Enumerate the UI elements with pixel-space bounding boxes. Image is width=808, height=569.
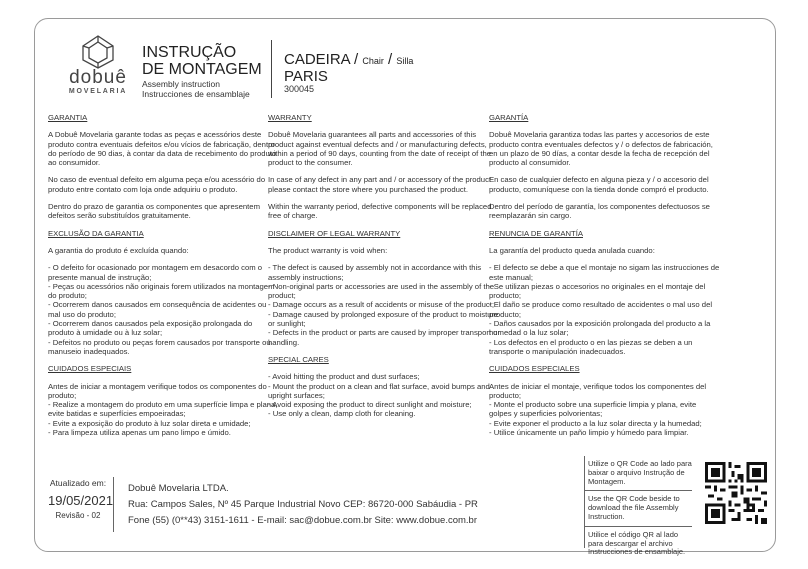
list-item: - O defeito for ocasionado por montagem em desacordo com o presente manual de instrução; [48, 263, 263, 282]
document-title: INSTRUÇÃO DE MONTAGEM [142, 44, 262, 78]
section-heading: CUIDADOS ESPECIAIS [48, 364, 132, 374]
updated-label: Atualizado em: [49, 478, 107, 488]
brand-subtitle: MOVELARIA [68, 88, 128, 95]
list-item: - Avoid exposing the product to direct sunlight and moisture; [268, 400, 472, 410]
product-code: 300045 [284, 84, 315, 94]
qr-code-icon[interactable] [705, 462, 767, 524]
list-item: - Use only a clean, damp cloth for cleaning. [268, 409, 416, 419]
list-item: - Non-original parts or accessories are used in the assembly of the product; [268, 281, 495, 301]
paragraph: La garantía del producto queda anulada cuando: [489, 245, 655, 255]
list-item: - Avoid hitting the product and dust surfaces; [268, 372, 420, 382]
section-heading: EXCLUSÃO DA GARANTIA [48, 228, 144, 238]
section-heading: GARANTIA [48, 113, 88, 122]
list-item: - Evite exponer el producto a la luz solar directa y la humedad; [489, 418, 702, 428]
list-item: - Evite a exposição do produto à luz solar direta e umidade; [48, 418, 251, 428]
logo-mark-icon [79, 34, 117, 70]
paragraph: Dentro do prazo de garantia os componentes que apresentem defeitos serão substituídos gratuitamente. [48, 202, 260, 221]
list-item: - Monte el producto sobre una superficie limpia y plana, evite golpes y superficies polvorientas; [489, 400, 697, 419]
document-subtitle: Assembly instruction Instrucciones de ensamblaje [142, 79, 250, 99]
paragraph: Dobuê Movelaria garantiza todas las partes y accesorios de este producto contra eventuales defectos y / o defectos de fabricación, en un plazo de 90 días, a contar desde la fecha de recepción del producto al consumidor. [489, 130, 713, 168]
header-divider [271, 40, 272, 98]
section-heading: SPECIAL CARES [268, 354, 329, 364]
company-info [128, 482, 478, 530]
list-item: - Defects in the product or parts are caused by improper transport or handling. [268, 328, 501, 347]
list-item: - Los defectos en el producto o en las piezas se deben a un transporte o manipulación inadecuados. [489, 337, 693, 356]
company-address: Rua: Campos Sales, Nº 45 Parque Industrial Novo CEP: 86720-000 Sabáudia - PR [128, 499, 478, 510]
list-item: - Para limpeza utiliza apenas um pano limpo e úmido. [48, 428, 231, 438]
paragraph: No caso de eventual defeito em alguma peça e/ou acessório do produto entre contato com loja onde adquiriu o produto. [48, 175, 266, 194]
list-item: - Peças ou acessórios não originais forem utilizados na montagem do produto; [48, 281, 275, 301]
section-heading: RENUNCIA DE GARANTÍA [489, 228, 583, 238]
list-item: - Damage caused by prolonged exposure of the product to moisture or sunlight; [268, 309, 499, 329]
list-item: - The defect is caused by assembly not in accordance with this assembly instructions; [268, 263, 482, 282]
list-item: - El defecto se debe a que el montaje no sigam las instrucciones de este manual; [489, 263, 720, 282]
paragraph: A Dobuê Movelaria garante todas as peças e acessórios deste produto contra eventuais defeitos e/ou vícios de fabricação, dentro do período de 90 dias, à contar da data de recebimento do produto ao consumidor. [48, 130, 277, 168]
list-item: - Defeitos no produto ou peças forem causados por transporte ou manuseio inadequados. [48, 337, 271, 356]
product-model: PARIS [284, 68, 328, 85]
section-heading: CUIDADOS ESPECIALES [489, 364, 580, 374]
qr-text-es: Utilice el código QR al lado para descargar el archivo Instrucciones de ensamblaje. [588, 529, 686, 557]
section-heading: DISCLAIMER OF LEGAL WARRANTY [268, 228, 401, 238]
column-english [268, 113, 500, 419]
column-spanish [489, 113, 721, 437]
list-item: - El daño se produce como resultado de accidentes o mal uso del producto; [489, 300, 713, 319]
updated-date: 19/05/2021 [48, 493, 114, 508]
paragraph: Antes de iniciar el montaje, verifique todos los componentes del producto; [489, 381, 707, 400]
company-contact: Fone (55) (0**43) 3151-1611 - E-mail: sac@dobue.com.br Site: www.dobue.com.br [128, 515, 477, 526]
brand-name: dobuê [69, 67, 127, 88]
paragraph: The product warranty is void when: [268, 245, 388, 255]
qr-text-en: Use the QR Code beside to download the file Assembly Instruction. [584, 491, 692, 526]
list-item: - Se utilizan piezas o accesorios no originales en el montaje del producto; [489, 281, 706, 301]
list-item: - Mount the product on a clean and flat surface, avoid bumps and upright surfaces; [268, 381, 490, 400]
section-heading: WARRANTY [268, 113, 312, 122]
paragraph: A garantia do produto é excluída quando: [48, 245, 189, 255]
paragraph: Dobuê Movelaria guarantees all parts and accessories of this product against eventual defects and / or manufacturing defects, within a period of 90 days, counting from the date of receipt of the product to the consumer. [268, 130, 492, 168]
revision-label: Revisão - 02 [55, 511, 101, 520]
paragraph: Within the warranty period, defective components will be replaced free of charge. [268, 202, 492, 221]
list-item: - Daños causados por la exposición prolongada del producto a la humedad o la luz solar; [489, 319, 711, 338]
paragraph: En caso de cualquier defecto en alguna pieza y / o accesorio del producto, comuníquese con la tienda donde compró el producto. [489, 175, 709, 194]
list-item: - Ocorrerem danos causados pela exposição prolongada do produto à umidade ou à luz solar; [48, 319, 253, 338]
column-portuguese [48, 113, 280, 437]
qr-instructions [584, 456, 692, 561]
company-name: Dobuê Movelaria LTDA. [128, 483, 229, 494]
paragraph: In case of any defect in any part and / or accessory of the product please contact the store where you purchased the product. [268, 175, 492, 194]
update-info [48, 478, 114, 520]
list-item: - Realize a montagem do produto em uma superfície limpa e plana, evite batidas e superfícies empoeiradas; [48, 400, 278, 419]
list-item: - Damage occurs as a result of accidents or misuse of the product; [268, 300, 495, 310]
paragraph: Dentro del período de garantía, los componentes defectuosos se reemplazarán sin cargo. [489, 202, 710, 221]
paragraph: Antes de iniciar a montagem verifique todos os componentes do produto; [48, 381, 267, 400]
list-item: - Utilice únicamente un paño limpio y húmedo para limpiar. [489, 428, 689, 438]
qr-text-pt: Utilize o QR Code ao lado para baixar o arquivo Instrução de Montagem. [584, 456, 692, 491]
section-heading: GARANTÍA [489, 113, 529, 122]
product-title: CADEIRA / Chair / Silla PARIS [284, 51, 414, 85]
footer-divider [113, 477, 114, 532]
list-item: - Ocorrerem danos causados em consequência de acidentes ou mal uso do produto; [48, 300, 267, 319]
company-logo [60, 34, 136, 95]
